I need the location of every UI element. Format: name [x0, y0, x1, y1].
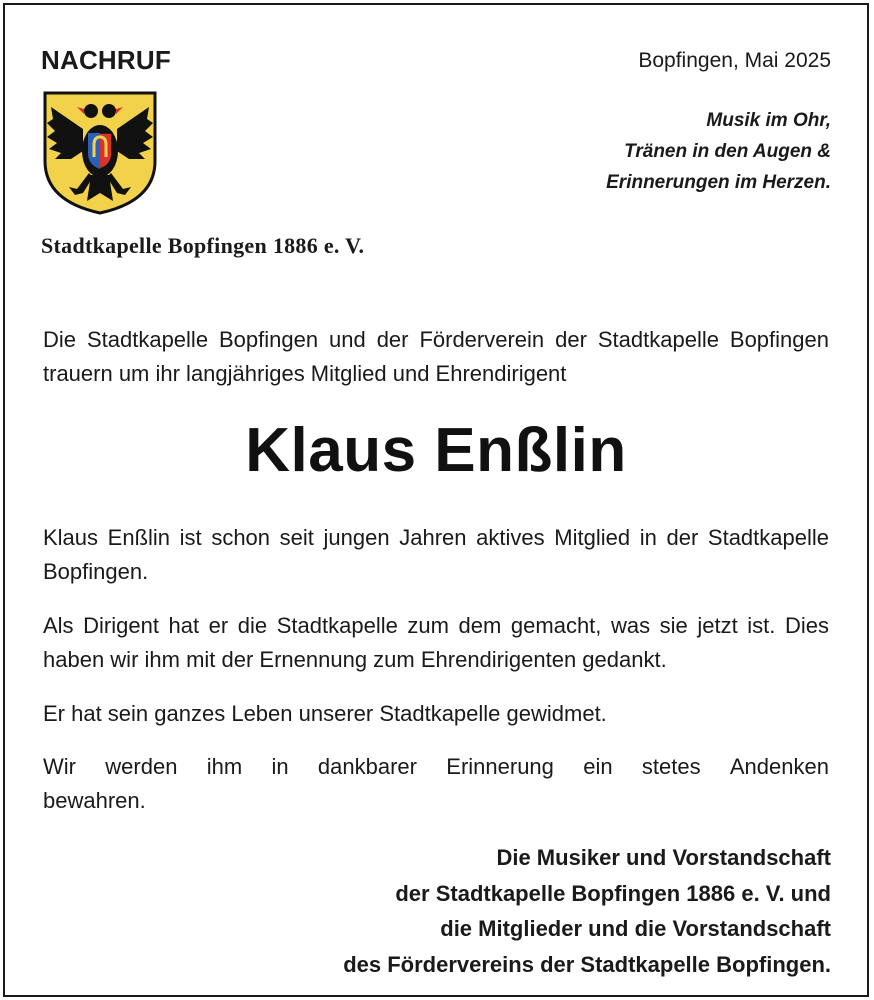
place-and-date: Bopfingen, Mai 2025: [638, 49, 831, 72]
motto: [606, 105, 831, 198]
word: ihm: [206, 754, 243, 779]
deceased-name: Klaus Enßlin: [245, 416, 627, 485]
closing-line: Die Musiker und Vorstandschaft: [496, 845, 831, 870]
word: Erinnerung: [446, 754, 554, 779]
closing-signature: [343, 840, 831, 982]
last-paragraph-line: bewahren.: [43, 788, 146, 813]
closing-line: der Stadtkapelle Bopfingen 1886 e. V. und: [395, 880, 831, 906]
word: werden: [105, 754, 178, 779]
body-paragraph: Klaus Enßlin ist schon seit jungen Jahren aktives Mitglied in der Stadtkapelle Bopfingen.: [43, 525, 829, 584]
intro-paragraph: Die Stadtkapelle Bopfingen und der Förderverein der Stadtkapelle Bopfingen trauern um ihr langjähriges Mitglied und Ehrendirigent: [43, 327, 829, 386]
closing-line: die Mitglieder und die Vorstandschaft: [440, 916, 831, 941]
last-paragraph-line: [43, 750, 829, 784]
motto-line: Musik im Ohr,: [706, 110, 831, 131]
word: Andenken: [729, 754, 829, 779]
organization-signature: Stadtkapelle Bopfingen 1886 e. V.: [41, 233, 365, 258]
word: stetes: [641, 754, 701, 779]
eagle-coat-of-arms-icon: [41, 89, 159, 217]
closing-line: des Fördervereins der Stadtkapelle Bopfingen.: [343, 951, 831, 977]
word: in: [271, 754, 289, 779]
word: dankbarer: [317, 754, 417, 779]
obituary-notice: [3, 3, 869, 997]
word: ein: [583, 754, 613, 779]
last-paragraph: [43, 750, 829, 818]
body-paragraph: Er hat sein ganzes Leben unserer Stadtkapelle gewidmet.: [43, 701, 607, 726]
motto-line: Erinnerungen im Herzen.: [606, 172, 831, 193]
motto-line: Tränen in den Augen &: [624, 141, 831, 162]
notice-heading: NACHRUF: [41, 45, 171, 75]
word: Wir: [43, 754, 76, 779]
body-paragraph: Als Dirigent hat er die Stadtkapelle zum dem gemacht, was sie jetzt ist. Dies haben wir ihm mit der Ernennung zum Ehrendirigenten gedankt.: [43, 613, 829, 672]
